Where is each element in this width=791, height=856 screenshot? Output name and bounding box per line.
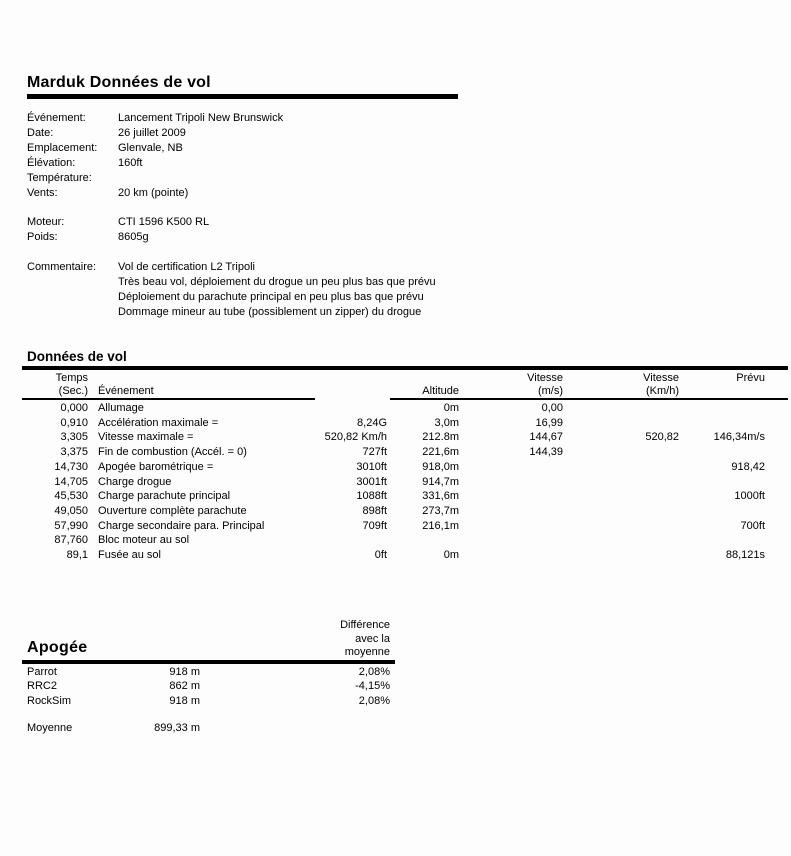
apogee-altitude: 918 m bbox=[169, 694, 200, 707]
comment-label: Commentaire: bbox=[27, 261, 97, 273]
field-label: Emplacement: bbox=[27, 142, 98, 154]
field-row-event bbox=[27, 111, 283, 126]
table-row: 57,990 Charge secondaire para. Principal 709ft 216,1m 700ft bbox=[54, 519, 765, 532]
col-header-event: Événement bbox=[98, 385, 154, 397]
apogee-row bbox=[22, 679, 395, 693]
field-label: Date: bbox=[27, 127, 54, 139]
apogee-altitude: 862 m bbox=[169, 680, 200, 693]
apogee-average-row bbox=[22, 721, 395, 735]
source-name: RRC2 bbox=[27, 680, 57, 693]
apogee-row bbox=[22, 694, 395, 708]
table-row: 0,000 Allumage 0m 0,00 bbox=[60, 402, 563, 414]
col-header-speed-kmh-unit: (Km/h) bbox=[646, 385, 679, 397]
field-label: Événement: bbox=[27, 112, 86, 124]
table-row: 49,050 Ouverture complète parachute 898ft 273,7m bbox=[54, 505, 459, 518]
field-label: Élévation: bbox=[27, 157, 76, 169]
col-header-speed-ms-unit: (m/s) bbox=[537, 385, 563, 397]
flight-table-header-row-2 bbox=[22, 385, 788, 398]
diff-header-line: Différence bbox=[340, 619, 390, 631]
diff-header-line: moyenne bbox=[344, 646, 390, 658]
flight-table bbox=[22, 372, 788, 563]
header-underline bbox=[22, 398, 788, 401]
field-value: Glenvale, NB bbox=[118, 142, 183, 154]
field-row-weight bbox=[27, 230, 149, 245]
field-row-motor bbox=[27, 215, 209, 230]
col-header-altitude: Altitude bbox=[422, 385, 459, 397]
flight-table-header-row-1 bbox=[22, 372, 788, 385]
comment-line: Très beau vol, déploiement du drogue un peu plus bas que prévu bbox=[118, 276, 436, 288]
field-row-location bbox=[27, 141, 183, 156]
table-row: 14,730 Apogée barométrique = 3010ft 918,0m 918,42 bbox=[54, 460, 765, 473]
field-label: Moteur: bbox=[27, 216, 65, 228]
apogee-altitude: 918 m bbox=[169, 666, 200, 678]
comment-line: Vol de certification L2 Tripoli bbox=[118, 261, 255, 273]
source-name: Parrot bbox=[27, 666, 57, 678]
flight-table-title: Données de vol bbox=[27, 349, 127, 364]
header-underline-right bbox=[390, 398, 788, 400]
field-row-date bbox=[27, 126, 186, 141]
field-row-winds bbox=[27, 186, 188, 201]
apogee-row bbox=[22, 665, 395, 679]
table-row: 89,1 Fusée au sol 0ft 0m 88,121s bbox=[66, 549, 765, 562]
col-header-time-unit: (Sec.) bbox=[58, 385, 88, 397]
field-row-temperature bbox=[27, 171, 118, 186]
comment-line: Déploiement du parachute principal en peu plus bas que prévu bbox=[118, 291, 424, 303]
table-row: 87,760 Bloc moteur au sol bbox=[54, 534, 190, 547]
field-value: 20 km (pointe) bbox=[118, 187, 189, 199]
table-row: 14,705 Charge drogue 3001ft 914,7m bbox=[54, 475, 459, 488]
average-value: 899,33 m bbox=[154, 722, 200, 734]
field-label: Poids: bbox=[27, 231, 58, 243]
apogee-diff: 2,08% bbox=[358, 694, 390, 707]
col-header-expected: Prévu bbox=[736, 372, 765, 384]
comment-block bbox=[118, 260, 436, 320]
field-value: 26 juillet 2009 bbox=[118, 127, 186, 139]
comment-line: Dommage mineur au tube (possiblement un zipper) du drogue bbox=[118, 306, 422, 318]
report-title: Marduk Données de vol bbox=[27, 74, 458, 99]
field-label: Température: bbox=[27, 172, 92, 184]
table-row: 3,305 Vitesse maximale = 520,82 Km/h 212.8m 144,67 520,82 146,34m/s bbox=[60, 431, 765, 444]
apogee-table bbox=[22, 665, 395, 708]
header-underline-left bbox=[22, 398, 315, 400]
col-header-speed-kmh: Vitesse bbox=[643, 372, 679, 384]
apogee-diff: -4,15% bbox=[355, 680, 390, 693]
section-rule bbox=[22, 660, 395, 664]
apogee-title: Apogée bbox=[27, 639, 88, 656]
section-rule bbox=[22, 366, 788, 370]
average-label: Moyenne bbox=[27, 722, 73, 734]
field-value: 160ft bbox=[118, 157, 143, 169]
diff-header-line: avec la bbox=[355, 632, 390, 645]
field-value: 8605g bbox=[118, 231, 149, 243]
table-row: 0,910 Accélération maximale = 8,24G 3,0m 16,99 bbox=[60, 416, 563, 429]
field-row-elevation bbox=[27, 156, 142, 171]
table-row: 45,530 Charge parachute principal 1088ft 331,6m 1000ft bbox=[54, 490, 765, 503]
field-value: Lancement Tripoli New Brunswick bbox=[118, 112, 284, 124]
field-label: Vents: bbox=[27, 187, 58, 199]
col-header-time: Temps bbox=[55, 372, 88, 384]
table-row: 3,375 Fin de combustion (Accél. = 0) 727ft 221,6m 144,39 bbox=[60, 446, 563, 459]
field-value: CTI 1596 K500 RL bbox=[118, 216, 210, 228]
col-header-speed-ms: Vitesse bbox=[527, 372, 563, 384]
apogee-diff: 2,08% bbox=[358, 666, 390, 678]
source-name: RockSim bbox=[27, 694, 72, 707]
